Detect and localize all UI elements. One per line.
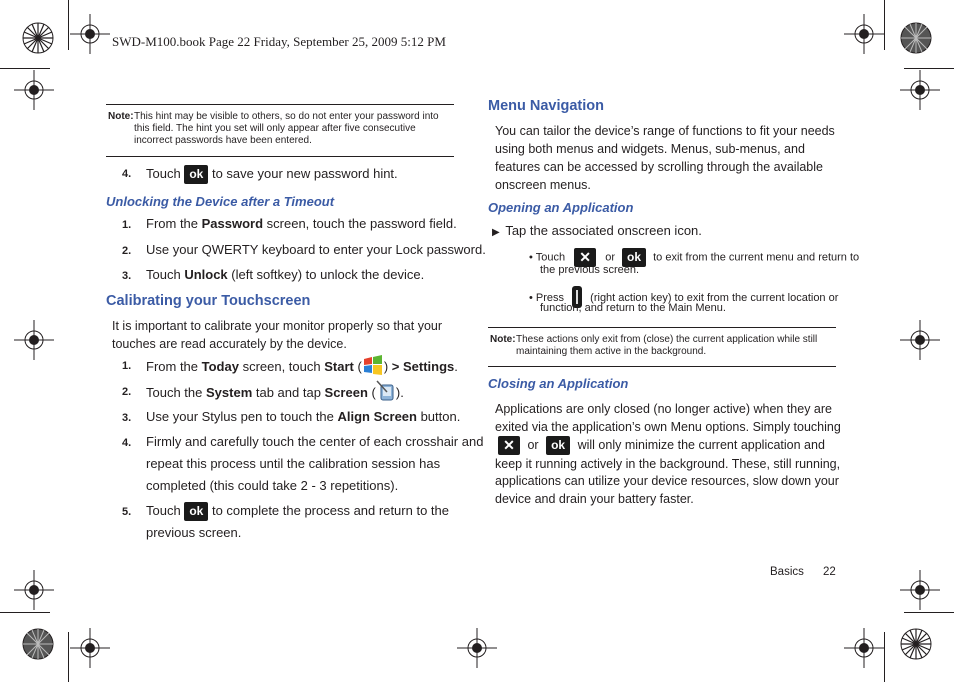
step-number: 1.	[122, 360, 132, 372]
registration-mark-icon	[844, 14, 884, 54]
registration-mark-icon	[70, 628, 110, 668]
registration-mark-icon	[900, 70, 940, 110]
step-number: 2.	[122, 245, 132, 257]
section-heading: Menu Navigation	[488, 98, 605, 114]
step-number: 3.	[122, 270, 132, 282]
step-text: Use your QWERTY keyboard to enter your Lock password.	[146, 242, 486, 257]
bullet-step: ▶ Tap the associated onscreen icon.	[492, 223, 702, 238]
ok-button-icon: ok	[184, 502, 208, 521]
step-number: 1.	[122, 219, 132, 231]
star-target-icon	[900, 628, 932, 660]
step-text: Touch ok to save your new password hint.	[146, 163, 398, 185]
paragraph: It is important to calibrate your monitor properly so that your touches are read accurately by the device.	[112, 319, 443, 351]
step-number: 5.	[122, 506, 132, 518]
ok-button-icon: ok	[184, 165, 208, 184]
step-text: previous screen.	[146, 525, 242, 540]
step-number: 2.	[122, 386, 132, 398]
note-text: This hint may be visible to others, so do not enter your password into this field. The hint you set will only appear after five consecutive incorrect passwords have been entered.	[134, 111, 439, 146]
crop-mark	[904, 68, 954, 69]
registration-mark-icon	[14, 570, 54, 610]
step-number: 3.	[122, 412, 132, 424]
step-text: Touch the System tab and tap Screen ( ).	[146, 380, 404, 404]
sub-bullet-text: function, and return to the Main Menu.	[540, 302, 726, 314]
ok-button-icon: ok	[546, 436, 570, 455]
step-text: Touch ok to complete the process and return to the	[146, 500, 449, 522]
registration-mark-icon	[900, 320, 940, 360]
step-text: Touch Unlock (left softkey) to unlock the device.	[146, 267, 425, 282]
note-box	[106, 104, 454, 157]
registration-mark-icon	[14, 320, 54, 360]
sub-bullet: • Press (right action key) to exit from the current location or	[529, 285, 838, 309]
crop-mark	[68, 632, 69, 682]
close-x-button-icon: ✕	[574, 248, 596, 267]
star-target-icon	[900, 22, 932, 54]
star-target-icon	[22, 22, 54, 54]
paragraph-line: Applications are only closed (no longer active) when they are	[495, 402, 832, 416]
paragraph-line: device and drain your battery faster.	[495, 492, 694, 506]
page-slug: SWD-M100.book Page 22 Friday, September 25, 2009 5:12 PM	[112, 34, 446, 49]
registration-mark-icon	[900, 570, 940, 610]
crop-mark	[904, 612, 954, 613]
close-x-button-icon: ✕	[498, 436, 520, 455]
step-number: 4.	[122, 168, 132, 180]
arrow-bullet-icon: ▶	[492, 227, 500, 238]
crop-mark	[884, 0, 885, 50]
crop-mark	[0, 68, 50, 69]
step-text: Use your Stylus pen to touch the Align Screen button.	[146, 409, 461, 424]
section-subheading: Unlocking the Device after a Timeout	[106, 194, 335, 209]
paragraph-line: ✕ or ok will only minimize the current application and	[495, 436, 825, 455]
step-text: From the Password screen, touch the password field.	[146, 216, 457, 231]
registration-mark-icon	[457, 628, 497, 668]
registration-mark-icon	[14, 70, 54, 110]
ok-button-icon: ok	[622, 248, 646, 267]
step-text: From the Today screen, touch Start ( ) > Settings.	[146, 354, 458, 378]
section-heading: Calibrating your Touchscreen	[106, 293, 311, 309]
crop-mark	[884, 632, 885, 682]
registration-mark-icon	[70, 14, 110, 54]
section-subheading: Opening an Application	[488, 200, 634, 215]
step-text: completed (this could take 2 - 3 repetitions).	[146, 478, 399, 493]
note-text: These actions only exit from (close) the current application while still maintaining them active in the background.	[516, 334, 818, 357]
star-target-icon	[22, 628, 54, 660]
crop-mark	[0, 612, 50, 613]
paragraph-line: keep it running actively in the background. These, still running,	[495, 457, 841, 471]
screen-stylus-icon	[376, 380, 396, 402]
paragraph-line: applications can utilize your device resources, slow down your	[495, 474, 839, 488]
step-text: Firmly and carefully touch the center of each crosshair and	[146, 434, 484, 449]
windows-start-icon	[362, 354, 384, 376]
sub-bullet: • Touch ✕ or ok to exit from the current menu and return to	[529, 249, 860, 265]
sub-bullet-text: the previous screen.	[540, 264, 640, 276]
note-label: Note:	[490, 334, 516, 345]
registration-mark-icon	[844, 628, 884, 668]
section-subheading: Closing an Application	[488, 376, 629, 391]
paragraph-line: exited via the application’s own Menu options. Simply touching	[495, 420, 841, 434]
crop-mark	[68, 0, 69, 50]
paragraph: You can tailor the device’s range of functions to fit your needs using both menus and widgets. Menus, sub-menus, and features can be accessed by scrolling through the available onscreen menus.	[495, 124, 835, 192]
step-text: repeat this process until the calibration session has	[146, 456, 441, 471]
note-box	[488, 327, 836, 367]
step-number: 4.	[122, 437, 132, 449]
note-label: Note:	[108, 111, 134, 122]
footer-section: Basics	[770, 566, 804, 578]
page-number: 22	[823, 566, 836, 578]
